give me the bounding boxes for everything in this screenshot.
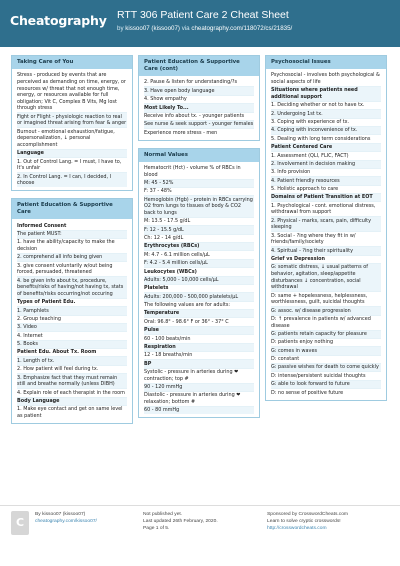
content-row: Patient Edu. About Tx. Room (17, 349, 127, 357)
content-row: Adults: 200,000 - 500,000 platelets/µL (144, 293, 254, 301)
content-row: 3. Coping with experience of tx. (271, 119, 381, 127)
content-row: G: somatic distress, ↓ usual patterns of behavior, agitation, sleep/appetite disturbances ↓ concentration, social withdrawal (271, 264, 381, 292)
content-row: M: 13.5 - 17.5 g/dL (144, 218, 254, 226)
content-row: 2. In Control Lang. = I can, I decided, I choose (17, 173, 127, 187)
content-row: 3. Info provision (271, 169, 381, 177)
header-bar (0, 0, 400, 47)
content-row: G: assoc. w/ disease progression (271, 307, 381, 315)
content-row: 4. Show empathy (144, 96, 254, 104)
footer-sponsor-url[interactable]: http://crosswordcheats.com (267, 526, 327, 532)
content-row: 1. Out of Control Lang. = I must, I have to, It's unfair (17, 158, 127, 173)
content-row: 3. give consent voluntarily w/out being forced, persuaded, threatened (17, 262, 127, 277)
content-row: 3. Have open body language (144, 87, 254, 95)
content-row: 1. Make eye contact and get on same level as patient (17, 406, 123, 419)
content-row: Body Language (17, 398, 127, 406)
content-row: Situations where patients need additional support (271, 87, 381, 102)
content-row: G: passive wishes for death to come quickly (271, 364, 381, 372)
content-row: 60 - 100 beats/min (144, 335, 254, 343)
content-row: The patient MUST: (17, 231, 127, 239)
content-row: Ch: 12 - 14 g/dL (144, 235, 254, 243)
content-row: 3. Emphasize fact that they must remain still and breathe normally (unless DIBH) (17, 374, 127, 389)
content-row: Leukocytes (WBCs) (144, 268, 254, 276)
section-title: Patient Education & Supportive Care (cont) (139, 56, 259, 76)
content-row: 4. Explain role of each therapist in the room (17, 389, 127, 397)
section-title: Taking Care of You (12, 56, 132, 69)
content-row: Receive info about tx. - younger patients (144, 113, 254, 121)
content-row: Stress - produced by events that are perceived as demanding on time, energy, or resources w/ threat that not enough time, energy, or resources available for full obligation; Vit C, Complex B Vits, Mg lost through stress (17, 72, 126, 112)
content-row: G: able to look forward to future (271, 381, 381, 389)
section (11, 198, 133, 424)
content-row: M: 45 - 52% (144, 180, 254, 188)
footer-sponsor-block (267, 511, 348, 533)
content-row: 3. Video (17, 324, 127, 332)
content-row: Pulse (144, 327, 254, 335)
content-row: 1. Deciding whether or not to have tx. (271, 102, 381, 110)
content-row: Types of Patient Edu. (17, 299, 127, 307)
content-row: Language (17, 150, 127, 158)
section-body (12, 219, 132, 423)
content-row: Systolic - pressure in arteries during ❤ contraction; top # (144, 369, 254, 384)
content-row: 90 - 120 mmHg (144, 384, 254, 392)
content-row: 4. Internet (17, 332, 127, 340)
footer-sponsor[interactable]: Sponsored by CrosswordCheats.com (267, 512, 349, 517)
content-row: F: 37 - 48% (144, 188, 254, 196)
content-row: Oral: 96.8° - 98.6° F or 36° - 37° C (144, 318, 254, 326)
content-row: 4. Spiritual - ?ing their spirituality (271, 247, 381, 255)
content-row: F: 4.2 - 5.4 million cells/µL (144, 260, 254, 268)
content-row: 1. Psychological - cont. emotional distress, withdrawal from support (271, 202, 381, 217)
content-row: Grief vs Depression (271, 256, 381, 264)
content-row: F: 12 - 15.5 g/dL (144, 226, 254, 234)
footer-author-block (35, 511, 97, 525)
content-row: 5. Dealing with long term considerations (271, 135, 381, 143)
content-row: Fight or Flight - physiologic reaction to real or imagined threat arising from fear & anger (17, 113, 127, 127)
content-row: G: patients retain capacity for pleasure (271, 331, 381, 339)
content-row: M: 4.7 - 6.1 million cells/µL (144, 251, 254, 259)
sheet-url-link[interactable]: cheatography.com/118072/cs/21835/ (191, 25, 293, 32)
byline (117, 25, 292, 32)
footer-page: Page 1 of 5. (143, 526, 170, 532)
section-body (12, 69, 132, 190)
content-row: Domains of Patient Transition at EOT (271, 194, 381, 202)
section (138, 148, 260, 419)
content-row: D: constant (271, 356, 381, 364)
content-row: Erythrocytes (RBCs) (144, 243, 254, 251)
content-row: 4. Patient friendly resources (271, 177, 381, 185)
footer-published: Not published yet. (143, 512, 183, 517)
content-row: Burnout - emotional exhaustion/fatigue, depersonalization, ↓ personal accomplishment (17, 128, 127, 150)
footer-author-url[interactable]: cheatography.com/kissoo07/ (35, 519, 97, 525)
site-logo[interactable]: Cheatography (10, 13, 107, 28)
column-1 (11, 55, 133, 431)
content-row: 2. Pause & listen for understanding/?s (144, 79, 254, 87)
content-row: 2. Undergoing 1st tx. (271, 110, 381, 118)
column-3 (265, 55, 387, 408)
content-row: Hematocrit (Hct) - volume % of RBCs in blood (144, 165, 254, 180)
content-row: D: ↑ prevalence in patients w/ advanced disease (271, 316, 381, 331)
content-row: 1. Length of tx. (17, 357, 127, 365)
content-row: Temperature (144, 310, 254, 318)
content-row: Respiration (144, 344, 254, 352)
content-row: 2. Group teaching (17, 316, 127, 324)
section-title: Psychosocial Issues (266, 56, 386, 69)
content-row: D: patients enjoy nothing (271, 339, 381, 347)
content-row: 3. Social - ?ing where they fit in w/ friends/family/society (271, 232, 381, 247)
content-row: 2. How patient will feel during tx. (17, 366, 127, 374)
content-row: Experience more stress - men (144, 129, 218, 136)
content-row: 1. have the ability/capacity to make the decision (17, 239, 127, 254)
content-row: See nurse & seek support - younger females (144, 121, 254, 128)
author-avatar: C (11, 511, 29, 535)
content-row: 4. be given info about tx, procedure, benefits/risks of having/not having tx, stats of benefits/risks occurring/not occuring (17, 277, 127, 299)
content-row: Platelets (144, 285, 254, 293)
content-row: Psychosocial - involves both psychological & social aspects of life (271, 72, 380, 85)
content-row: The following values are for adults: (144, 302, 254, 310)
content-row: 2. Physical - marks, scars, pain, difficulty sleeping (271, 217, 381, 232)
content-row: D: no sense of positive future (271, 389, 344, 396)
content-row: Adults: 5,000 - 10,000 cells/µL (144, 277, 254, 285)
content-row: 2. comprehend all info being given (17, 254, 127, 262)
footer-updated: Last updated 26th February, 2020. (143, 519, 218, 525)
content-row: Most Likely To... (144, 104, 254, 112)
content-row: 5. Holistic approach to care (271, 186, 381, 194)
content-row: Hemoglobin (Hgb) - protein in RBCs carrying O2 from lungs to tissues of body & CO2 back to lungs (144, 196, 253, 216)
content-row: 5. Books (17, 341, 127, 349)
column-2 (138, 55, 260, 425)
section-body (266, 69, 386, 400)
content-row: BP (144, 360, 254, 368)
content-row: D: same + hopelessness, helplessness, worthlessness, guilt, suicidal thoughts (271, 292, 381, 307)
content-row: Patient Centered Care (271, 144, 381, 152)
section (265, 55, 387, 401)
content-row: 2. Involvement in decision making (271, 161, 381, 169)
content-row: 60 - 80 mmHg (144, 407, 254, 414)
section-body (139, 162, 259, 418)
page-title: RTT 306 Patient Care 2 Cheat Sheet (117, 9, 289, 21)
footer-meta-block (143, 511, 218, 533)
author-link[interactable]: kissoo07 (kissoo07) (125, 25, 180, 32)
section-title: Normal Values (139, 149, 259, 162)
via-prefix: via (181, 25, 190, 32)
content-row: G: comes in waves (271, 347, 381, 355)
section (11, 55, 133, 191)
content-row: Diastolic - pressure in arteries during ❤ relaxation; bottom # (144, 392, 254, 407)
content-row: Informed Consent (17, 222, 127, 230)
footer-sponsor-text: Learn to solve cryptic crosswords! (267, 519, 341, 525)
content-row: 1. Pamphlets (17, 307, 127, 315)
content-row: 4. Coping with inconvenience of tx. (271, 127, 381, 135)
footer-author[interactable]: By kissoo07 (kissoo07) (35, 512, 86, 517)
content-row: 1. Assessment (QLI, FLIC, FACT) (271, 152, 381, 160)
content-row: 12 - 18 breaths/min (144, 352, 254, 360)
section-body (139, 76, 259, 140)
content-row: D: intense/persistent suicidal thoughts (271, 372, 381, 380)
section-title: Patient Education & Supportive Care (12, 199, 132, 219)
section (138, 55, 260, 141)
by-prefix: by (117, 25, 124, 32)
